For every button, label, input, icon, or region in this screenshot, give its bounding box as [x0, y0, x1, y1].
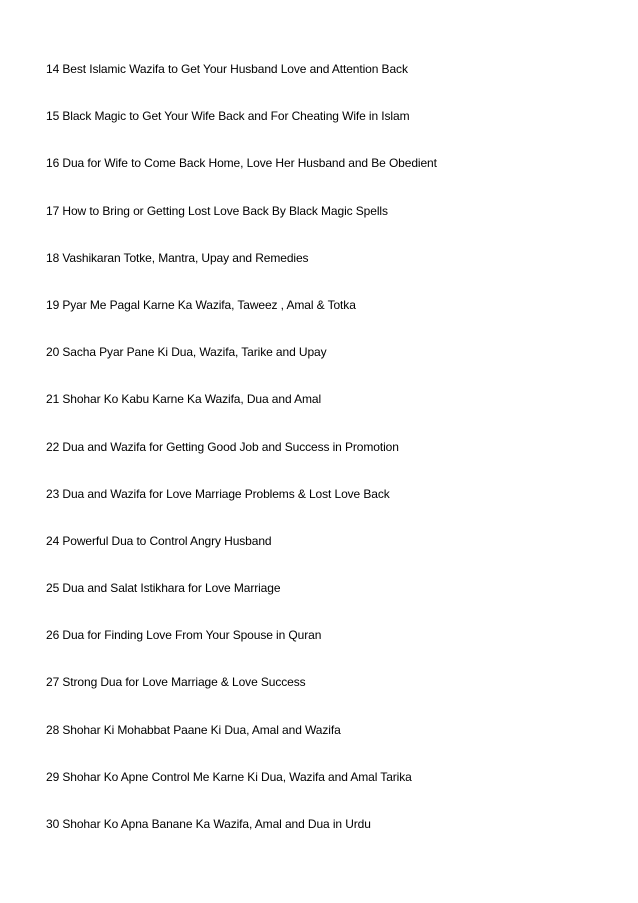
- list-item: 23 Dua and Wazifa for Love Marriage Problems & Lost Love Back: [46, 486, 390, 501]
- list-item: 30 Shohar Ko Apna Banane Ka Wazifa, Amal and Dua in Urdu: [46, 817, 371, 831]
- list-item: 20 Sacha Pyar Pane Ki Dua, Wazifa, Tarike and Upay: [46, 345, 327, 360]
- list-item: 16 Dua for Wife to Come Back Home, Love Her Husband and Be Obedient: [46, 156, 437, 171]
- list-item: 24 Powerful Dua to Control Angry Husband: [46, 533, 272, 548]
- list-item: 27 Strong Dua for Love Marriage & Love Success: [46, 675, 306, 690]
- list-item: 17 How to Bring or Getting Lost Love Back By Black Magic Spells: [46, 203, 388, 218]
- article-list: [46, 61, 437, 863]
- list-item: 25 Dua and Salat Istikhara for Love Marriage: [46, 581, 281, 596]
- list-item: 15 Black Magic to Get Your Wife Back and For Cheating Wife in Islam: [46, 109, 410, 124]
- list-item: 29 Shohar Ko Apne Control Me Karne Ki Dua, Wazifa and Amal Tarika: [46, 769, 412, 784]
- list-item: 28 Shohar Ki Mohabbat Paane Ki Dua, Amal and Wazifa: [46, 722, 341, 737]
- list-item: 22 Dua and Wazifa for Getting Good Job and Success in Promotion: [46, 439, 399, 454]
- list-item: 26 Dua for Finding Love From Your Spouse in Quran: [46, 628, 322, 643]
- list-item: 19 Pyar Me Pagal Karne Ka Wazifa, Taweez , Amal & Totka: [46, 297, 356, 312]
- list-item: 14 Best Islamic Wazifa to Get Your Husband Love and Attention Back: [46, 62, 408, 76]
- list-item: 21 Shohar Ko Kabu Karne Ka Wazifa, Dua and Amal: [46, 392, 322, 407]
- list-item: 18 Vashikaran Totke, Mantra, Upay and Remedies: [46, 250, 309, 265]
